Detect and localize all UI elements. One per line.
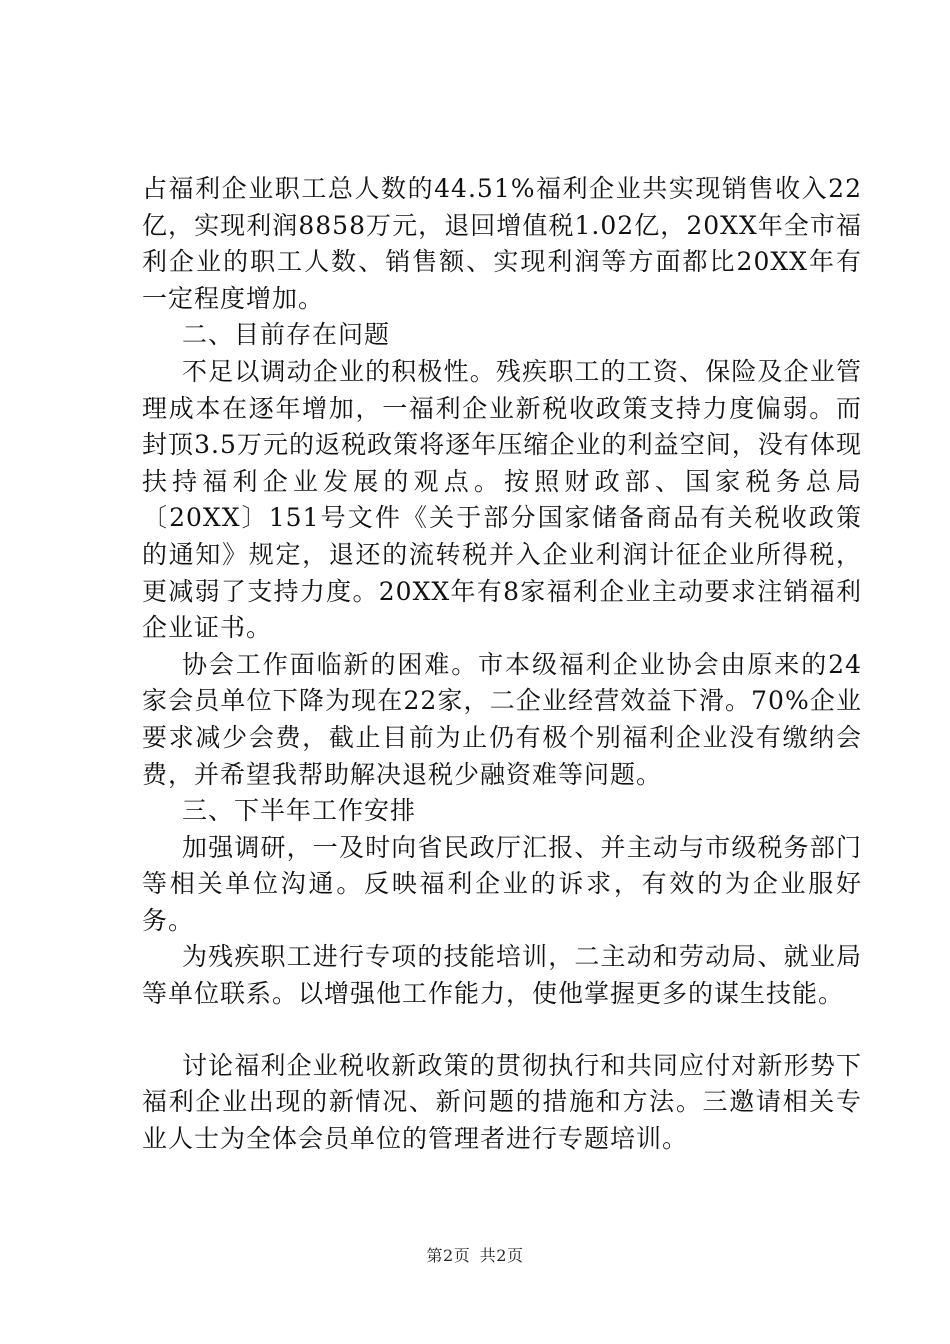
- page-total: 共2页: [479, 1246, 524, 1265]
- paragraph-research-plan: 加强调研，一及时向省民政厅汇报、并主动与市级税务部门等相关单位沟通。反映福利企业的诉求，有效的为企业服好务。: [142, 832, 862, 935]
- page-number: 第2页: [426, 1246, 471, 1265]
- paragraph-welfare-stats: 占福利企业职工总人数的44.51%福利企业共实现销售收入22亿，实现利润8858万元，退回增值税1.02亿，20XX年全市福利企业的职工人数、销售额、实现利润等方面都比20XX年有一定程度增加。: [142, 174, 862, 313]
- section-heading-current-problems: 二、目前存在问题: [182, 320, 391, 350]
- paragraph-association-difficulties: 协会工作面临新的困难。市本级福利企业协会由原来的24家会员单位下降为现在22家，二企业经营效益下滑。70%企业要求减少会费，截止目前为止仍有极个别福利企业没有缴纳会费，并希望我帮助解决退税少融资难等问题。: [142, 649, 862, 789]
- paragraph-policy-discussion: 讨论福利企业税收新政策的贯彻执行和共同应付对新形势下福利企业出现的新情况、新问题的措施和方法。三邀请相关专业人士为全体会员单位的管理者进行专题培训。: [142, 1050, 862, 1153]
- page-footer: [0, 1243, 950, 1266]
- paragraph-tax-policy-issue: 不足以调动企业的积极性。残疾职工的工资、保险及企业管理成本在逐年增加，一福利企业新税收政策支持力度偏弱。而封顶3.5万元的返税政策将逐年压缩企业的利益空间，没有体现扶持福利企业发展的观点。按照财政部、国家税务总局〔20XX〕151号文件《关于部分国家储备商品有关税收政策的通知》规定，退还的流转税并入企业利润计征企业所得税，更减弱了支持力度。20XX年有8家福利企业主动要求注销福利企业证书。: [142, 356, 862, 643]
- section-heading-second-half-plan: 三、下半年工作安排: [182, 796, 417, 826]
- paragraph-skills-training: 为残疾职工进行专项的技能培训，二主动和劳动局、就业局等单位联系。以增强他工作能力，使他掌握更多的谋生技能。: [142, 942, 862, 1009]
- document-body: [142, 171, 862, 1157]
